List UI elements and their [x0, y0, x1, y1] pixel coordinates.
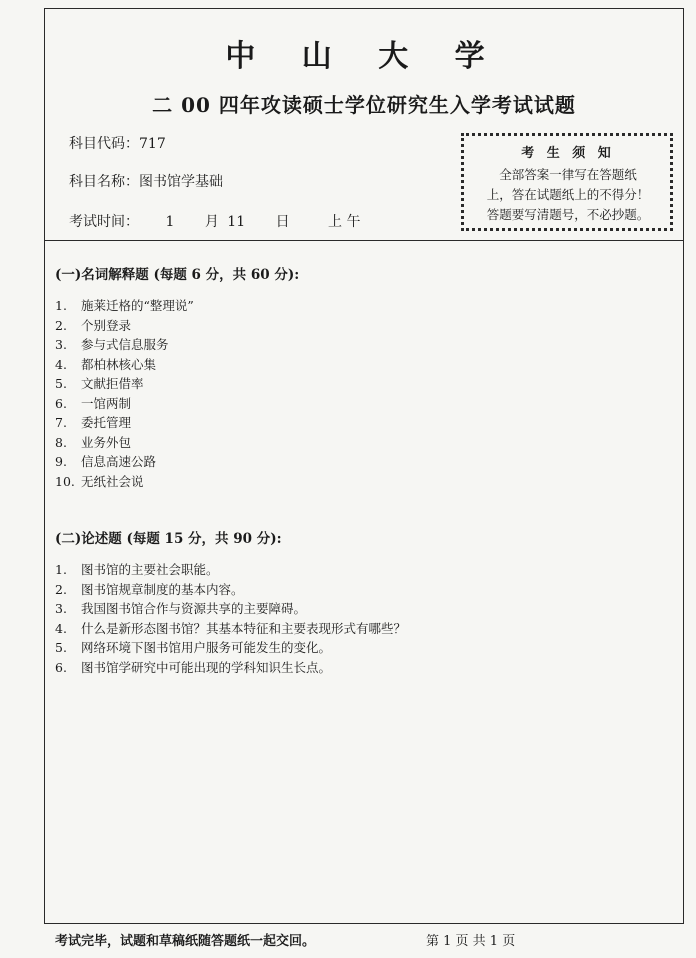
exam-time-row	[69, 211, 360, 231]
list-item: 3. 我国图书馆合作与资源共享的主要障碍。	[55, 601, 307, 616]
notice-title: 考 生 须 知	[521, 146, 615, 161]
subject-name-row	[69, 171, 223, 191]
list-item: 2. 个别登录	[55, 317, 132, 333]
subject-code-label: 科目代码：	[69, 136, 139, 152]
university-name: 中 山 大 学	[225, 39, 503, 74]
section-title-definitions: (一)名词解释题 (每题 6 分，共 60 分):	[55, 267, 300, 283]
exam-header	[45, 9, 683, 241]
subject-name-value: 图书馆学基础	[139, 174, 223, 190]
list-item: 4. 什么是新形态图书馆？其基本特征和主要表现形式有哪些？	[55, 620, 407, 636]
exam-time-period: 上 午	[328, 214, 361, 230]
subject-name-label: 科目名称：	[69, 174, 139, 190]
notice-line: 上，答在试题纸上的不得分！	[486, 187, 650, 202]
subject-code-row	[69, 133, 166, 153]
list-item: 9. 信息高速公路	[55, 454, 157, 469]
footer-instruction: 考试完毕，试题和草稿纸随答题纸一起交回。	[55, 934, 316, 949]
notice-line: 答题要写清题号，不必抄题。	[486, 207, 650, 222]
list-item: 2. 图书馆规章制度的基本内容。	[55, 581, 244, 597]
candidate-notice-box	[461, 133, 673, 231]
list-item: 7. 委托管理	[55, 415, 132, 430]
list-item: 1. 施莱迁格的“整理说”	[55, 298, 194, 313]
list-item: 5. 网络环境下图书馆用户服务可能发生的变化。	[55, 640, 332, 655]
exam-time-day: 11	[227, 214, 246, 230]
list-item: 5. 文献拒借率	[55, 376, 144, 391]
exam-paper-frame	[44, 8, 684, 924]
notice-line: 全部答案一律写在答题纸	[499, 167, 637, 182]
section-title-essays: (二)论述题 (每题 15 分，共 90 分):	[55, 531, 282, 547]
subject-code-value: 717	[139, 136, 166, 152]
exam-title: 二 00 四年攻读硕士学位研究生入学考试试题	[152, 93, 576, 117]
exam-time-day-unit: 日	[275, 214, 290, 230]
list-item: 10. 无纸社会说	[55, 473, 144, 489]
page-number: 第 1 页 共 1 页	[426, 934, 516, 949]
list-item: 6. 一馆两制	[55, 395, 132, 411]
list-item: 8. 业务外包	[55, 434, 132, 450]
list-item: 1. 图书馆的主要社会职能。	[55, 562, 219, 577]
list-item: 3. 参与式信息服务	[55, 337, 169, 352]
exam-time-label: 考试时间：	[69, 214, 139, 230]
definitions-question-list	[55, 296, 194, 491]
exam-time-month-unit: 月	[204, 214, 219, 230]
exam-time-month: 1	[165, 214, 175, 230]
list-item: 6. 图书馆学研究中可能出现的学科知识生长点。	[55, 659, 332, 675]
list-item: 4. 都柏林核心集	[55, 356, 157, 372]
essay-question-list	[55, 560, 406, 677]
